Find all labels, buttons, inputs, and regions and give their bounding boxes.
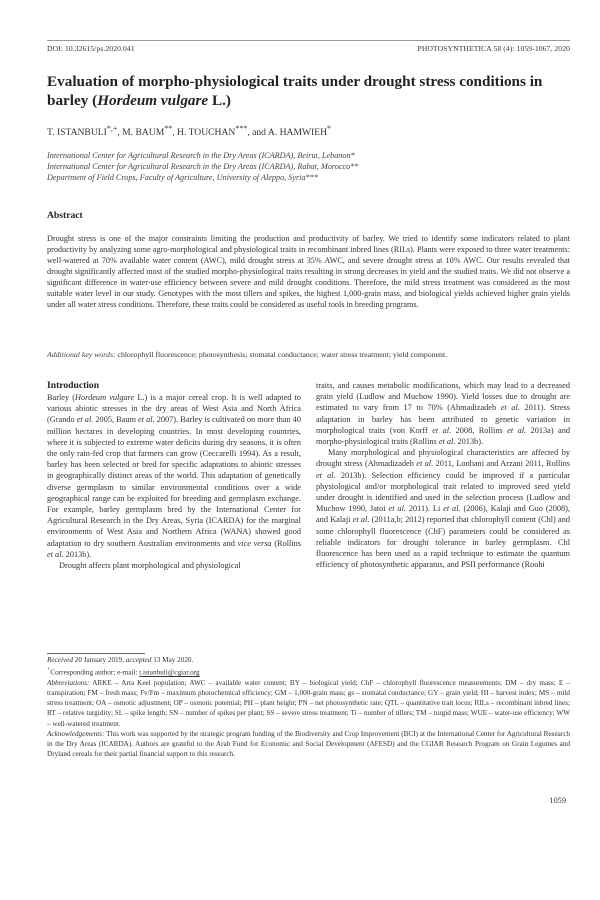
affiliation: International Center for Agricultural Research in the Dry Areas (ICARDA), Rabat, Morocco** <box>47 162 359 171</box>
received-date: 20 January 2019, <box>72 656 126 664</box>
text: L.) is a major cereal crop. It is well adapted to various abiotic stresses in the dry areas of West Asia and North Africa (Grando <box>47 393 302 425</box>
text: Barley ( <box>47 393 76 402</box>
accepted-label: accepted <box>125 656 152 664</box>
text: 2008, Rollins <box>451 425 508 435</box>
et-al: et al. <box>432 425 452 435</box>
et-al: et al. <box>352 515 370 525</box>
author-mark: *** <box>235 124 248 133</box>
email-link[interactable]: t.istanbuli@cgiar.org <box>139 668 200 677</box>
text: (2006), Kalaji and Guo (2008), and Kalaji <box>316 504 570 525</box>
vice-versa: vice versa <box>237 538 272 548</box>
text: 2011). Stress adaptation in barley has been attributed to genetic variation in morphological traits (von Korff <box>316 403 570 435</box>
title-species: Hordeum vulgare <box>97 92 209 109</box>
author-list <box>47 124 331 138</box>
received-label: Received <box>47 656 73 664</box>
text: (2011a,b; 2012) reported that chlorophyll content (Chl) and some chlorophyll fluorescence (ChF) parameters could be considered as reliable indicators for drought tolerance in barley germplasm. Chl fluorescence has been used as a rapid technique to estimate the quantum efficiency of photosynthetic apparatus, and PSII performance (Roohi <box>316 515 570 570</box>
et-al: et al. <box>507 425 527 435</box>
title-text: Evaluation of morpho-physiological traits under drought stress conditions in barley ( <box>47 73 543 109</box>
abstract-heading: Abstract <box>47 210 83 221</box>
paper-title <box>47 72 570 110</box>
running-header <box>47 44 570 53</box>
acknowledgements-text: This work was supported by the strategic program funding of the Biodiversity and Crop Improvement (BCI) at the International Center for Agricultural Research in the Dry Areas (ICARDA). Authors are grateful to the Arab Fund for Economic and Social Development (AFESD) and the CGIAR Research Program on Grain Legumes and Dryland cereals for their partial financial support to this research. <box>47 729 570 759</box>
text: 2011). Li <box>405 504 444 514</box>
author-mark: * <box>327 124 332 133</box>
right-column <box>316 380 570 570</box>
author-separator: , <box>117 127 123 139</box>
author: T. ISTANBULI <box>47 127 107 139</box>
text: 2005, Baum <box>93 415 139 425</box>
abbreviations-text: ARKE – Arta Keel population; AWC – available water content; BY – biological yield; ChF – chlorophyll fluorescence measurements; DM – dry mass; E – transpiration; FM – fresh mass; Fv/Fm – maximum photochemical efficiency; GM – 1,000-grain mass; gs – stomatal conductance; GY – grain yield; HI – harvest index; MS – mild stress treatment; OA – osmotic adjustment; OP – osmotic potential; PH – plant height; PN – net photosynthetic rate; QTL – quantitative trait locus; RILs – recombinant inbred lines; RT – relative turgidity; SL – spike length; SN – number of spikes per plant; SS – severe stress treatment; Ti – number of tillers; TM – turgid mass; WUE – water-use efficiency; WW – well-watered treatment. <box>47 678 570 728</box>
et-al: et al. <box>76 415 94 425</box>
paragraph <box>316 447 570 570</box>
text: Many morphological and physiological characteristics are affected by drought stress (Ahmadizadeh <box>316 448 570 469</box>
left-column <box>47 392 301 571</box>
author: H. TOUCHAN <box>177 127 236 139</box>
text: 2011, Lonbani and Arzani 2011, Rollins <box>433 459 571 469</box>
received-note <box>47 655 570 665</box>
et-al: et al. <box>416 459 434 469</box>
text: 2013b). Selection efficiency could be improved if a particular physiological and/or morphological trait related to improved seed yield under drought is identified and used in the selection process (Ludlow and Muchow 1990, Jatoi <box>316 470 571 514</box>
text: 2013a) and morpho-physiological traits (Rollins <box>316 425 571 447</box>
abbreviations-label: Abbreviations: <box>47 678 90 687</box>
keywords-label: Additional key words: <box>47 350 116 359</box>
title-text-end: L.) <box>208 92 231 109</box>
introduction-heading: Introduction <box>47 380 100 391</box>
author-separator: , and <box>247 127 268 139</box>
corresponding-text: Corresponding author; e-mail: <box>50 668 140 677</box>
header-rule <box>47 40 570 41</box>
text: (Rollins <box>271 538 301 548</box>
accepted-date: 13 May 2020. <box>151 656 194 664</box>
corresponding-note <box>47 665 570 678</box>
text: 2013b). <box>63 549 92 559</box>
paragraph <box>316 380 570 447</box>
et-al: et al. <box>138 415 155 425</box>
et-al: et al. <box>316 470 336 480</box>
et-al: et al. <box>47 549 64 559</box>
doi[interactable]: DOI: 10.32615/ps.2020.041 <box>47 44 135 53</box>
journal-citation: PHOTOSYNTHETICA 58 (4): 1059-1067, 2020 <box>417 44 570 53</box>
keywords <box>47 350 570 359</box>
author: M. BAUM <box>122 127 165 139</box>
acknowledgements-note <box>47 729 570 760</box>
et-al: et al. <box>500 403 520 413</box>
species: Hordeum vulgare <box>75 393 135 402</box>
affiliation: International Center for Agricultural Research in the Dry Areas (ICARDA), Beirut, Lebanon* <box>47 151 355 160</box>
et-al: et al. <box>443 504 461 514</box>
abbreviations-note <box>47 678 570 729</box>
et-al: et al. <box>388 504 406 514</box>
affiliations <box>47 150 358 183</box>
abstract-text: Drought stress is one of the major constraints limiting the production and productivity of barley. We tried to identify some indicators related to plant productivity by analyzing some agro-morphological and physiological traits in recombinant inbred lines (RILs). Plants were exposed to three water treatments: well-watered at 70% available water content (AWC), mild drought stress at 35% AWC, and severe drought stress at 10% AWC. Our results revealed that drought significantly affected most of the studied morpho-physiological traits resulting in strong decreases in yield and the studied traits. We did not observe a significant difference in water-use efficiency between severe and mild drought conditions. Therefore, the mild stress treatment was considered as the most suitable water level in our study. Genotypes with the most tillers and spikes, the highest 1,000-grain mass, and biological yields achieved higher grain yields under all water stress conditions. Therefore, these traits could be considered as useful tools in breeding programs. <box>47 234 570 309</box>
author-mark: ** <box>164 124 173 133</box>
acknowledgements-label: Acknowledgements: <box>47 729 105 738</box>
text: 2007). Barley is cultivated on more than 40 million hectares in developing countries. In most developing countries, where it is subjected to extreme water deficits during dry seasons, it is often the only rain-fed crop that farmers can grow (Ceccarelli 1994). As a result, barley has been selected or bred for specific adaptations to abiotic stresses in geographically distinct areas of the world. This adaptation of genetically diverse germplasm to similar environmental conditions over a wide geographical range can be exploited for breeding and germplasm exchange. For example, barley germplasm bred by the International Center for Agricultural Research in the Dry Areas, Syria (ICARDA) for the marginal environments of West Asia and Northern Africa (WANA) showed good adaptation to dry southern Australian environments and <box>47 415 301 548</box>
author-mark: *,+ <box>106 124 118 133</box>
paragraph: Drought affects plant morphological and physiological <box>59 561 241 571</box>
text: traits, and causes metabolic modifications, which may lead to a decreased grain yield (Ludlow and Muchow 1990). Yield losses due to drought are estimated to vary from 17 to 70% (Ahmadizadeh <box>316 381 570 413</box>
affiliation: Department of Field Crops, Faculty of Agriculture, University of Aleppo, Syria*** <box>47 173 318 182</box>
page-number: 1059 <box>549 796 566 805</box>
author-separator: , <box>172 127 178 139</box>
author: A. HAMWIEH <box>267 127 328 139</box>
footnotes <box>47 655 570 759</box>
footnote-rule <box>47 653 145 654</box>
text: 2013b). <box>455 437 484 447</box>
corresponding-mark: + <box>47 667 51 674</box>
paragraph <box>47 392 301 560</box>
et-al: et al. <box>438 437 456 447</box>
keywords-list: chlorophyll fluorescence; photosynthesis; stomatal conductance; water stress treatment; yield component. <box>115 350 448 359</box>
